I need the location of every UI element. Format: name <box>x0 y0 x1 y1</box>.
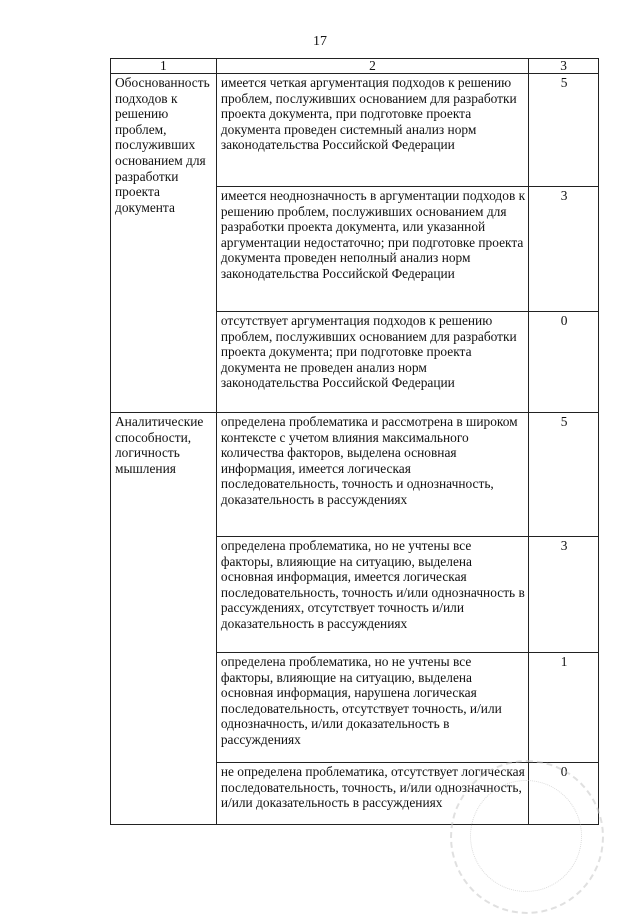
faded-seal-stamp <box>450 760 604 914</box>
score-cell: 5 <box>529 413 599 537</box>
score-cell: 0 <box>529 312 599 413</box>
column-header-3: 3 <box>529 59 599 74</box>
criterion-cell: Аналитические способности, логичность мышления <box>111 413 217 825</box>
score-cell: 1 <box>529 653 599 763</box>
header-row <box>111 59 599 74</box>
score-cell: 3 <box>529 537 599 653</box>
page-number: 17 <box>313 34 327 49</box>
score-cell: 5 <box>529 74 599 187</box>
level-description: имеется четкая аргументация подходов к решению проблем, послуживших основанием для разработки проекта документа, при подготовке проекта документа проведен системный анализ норм законодательства Российской Федерации <box>216 74 528 187</box>
level-description: определена проблематика, но не учтены все факторы, влияющие на ситуацию, выделена основная информация, нарушена логическая последовательность, отсутствует точность, и/или однозначность, и/или доказательность в рассуждениях <box>216 653 528 763</box>
level-description: определена проблематика и рассмотрена в широком контексте с учетом влияния максимального количества факторов, выделена основная информация, имеется логическая последовательность, точность и однозначность, доказательность в рассуждениях <box>216 413 528 537</box>
score-cell: 3 <box>529 187 599 312</box>
level-description: определена проблематика, но не учтены все факторы, влияющие на ситуацию, выделена основная информация, имеется логическая последовательность, точность и/или однозначность в рассуждениях, отсутствует точность и/или доказательность в рассуждениях <box>216 537 528 653</box>
table-row <box>111 413 599 537</box>
criterion-cell: Обоснованность подходов к решению проблем, послуживших основанием для разработки проекта документа <box>111 74 217 413</box>
column-header-2: 2 <box>216 59 528 74</box>
level-description: не определена проблематика, отсутствует логическая последовательность, точность, и/или однозначность, и/или доказательность в рассуждениях <box>216 763 528 825</box>
evaluation-criteria-table <box>110 58 599 825</box>
score-cell: 0 <box>529 763 599 825</box>
table-row <box>111 74 599 187</box>
level-description: имеется неоднозначность в аргументации подходов к решению проблем, послуживших основанием для разработки проекта документа, или указанной аргументации недостаточно; при подготовке проекта документа проведен неполный анализ норм законодательства Российской Федерации <box>216 187 528 312</box>
level-description: отсутствует аргументация подходов к решению проблем, послуживших основанием для разработки проекта документа; при подготовке проекта документа не проведен анализ норм законодательства Российской Федерации <box>216 312 528 413</box>
column-header-1: 1 <box>111 59 217 74</box>
